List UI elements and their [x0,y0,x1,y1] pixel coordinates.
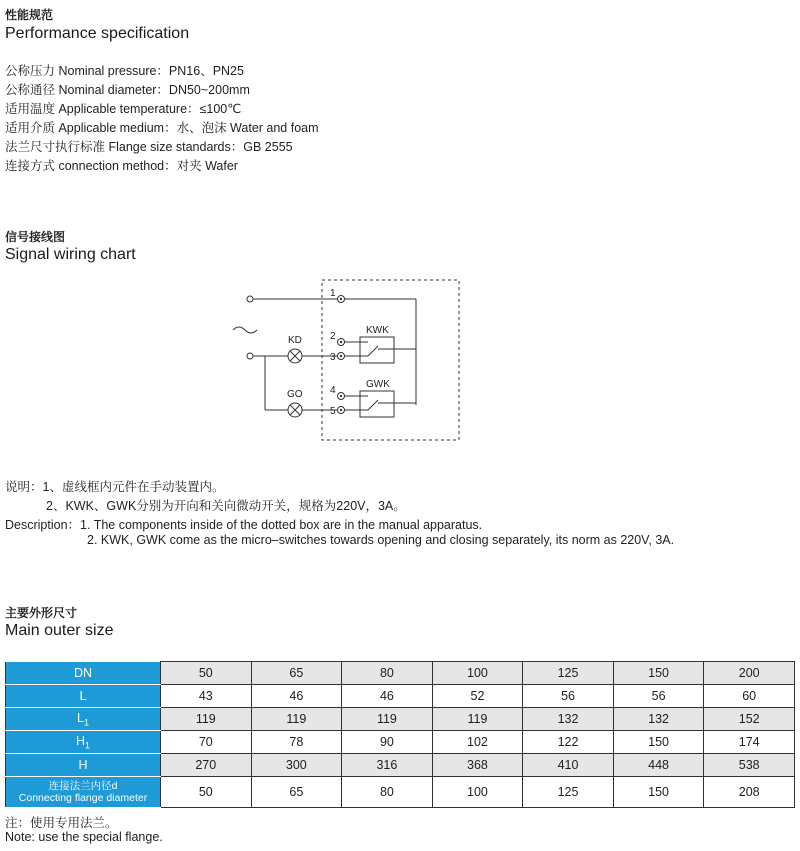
table-cell: 119 [342,708,433,731]
table-cell: 300 [251,754,342,777]
table-cell: 56 [613,685,704,708]
table-cell: 270 [161,754,252,777]
table-cell: 119 [432,708,523,731]
terminal-4-label: 4 [330,385,336,396]
table-cell: 50 [161,777,252,808]
wiring-diagram [0,270,800,450]
terminal-1-label: 1 [330,288,336,299]
table-cell: 119 [251,708,342,731]
wiring-heading-cn: 信号接线图 [5,230,66,244]
switch-kwk-label: KWK [366,325,389,336]
table-row [6,731,795,754]
note-cn-1: 说明：1、虚线框内元件在手动装置内。 [5,480,225,494]
table-cell: 50 [161,662,252,685]
row-label: H [6,754,161,777]
lamp-go-label: GO [287,389,303,400]
table-row [6,708,795,731]
table-cell: 46 [342,685,433,708]
table-cell: 122 [523,731,614,754]
table-cell: 125 [523,777,614,808]
note-en-1: Description：1. The components inside of the dotted box are in the manual apparatus. [5,518,483,532]
input-terminal-bottom [247,353,253,359]
table-cell: 125 [523,662,614,685]
table-cell: 78 [251,731,342,754]
table-cell: 56 [523,685,614,708]
table-cell: 368 [432,754,523,777]
size-table [5,661,795,808]
size-heading-cn: 主要外形尺寸 [5,606,78,620]
table-cell: 208 [704,777,795,808]
row-label: DN [6,662,161,685]
table-cell: 60 [704,685,795,708]
table-cell: 46 [251,685,342,708]
terminal-2-label: 2 [330,331,336,342]
table-cell: 70 [161,731,252,754]
table-cell: 174 [704,731,795,754]
table-cell: 152 [704,708,795,731]
table-row [6,685,795,708]
terminal-3-label: 3 [330,352,336,363]
table-cell: 80 [342,662,433,685]
size-note-cn: 注：使用专用法兰。 [5,816,118,830]
spec-temperature: 适用温度 Applicable temperature：≤100℃ [5,102,242,116]
performance-heading-cn: 性能规范 [5,8,54,22]
size-heading-en: Main outer size [5,622,114,639]
row-label-flange-cn: 连接法兰内径d [48,780,118,792]
table-row [6,662,795,685]
spec-medium: 适用介质 Applicable medium：水、泡沫 Water and foam [5,121,319,135]
table-cell: 200 [704,662,795,685]
spec-nominal-diameter: 公称通径 Nominal diameter：DN50~200mm [5,83,250,97]
table-cell: 102 [432,731,523,754]
lamp-kd-label: KD [288,335,302,346]
table-cell: 132 [613,708,704,731]
table-cell: 65 [251,662,342,685]
row-label: L [6,685,161,708]
table-cell: 80 [342,777,433,808]
terminal-5-label: 5 [330,406,336,417]
table-cell: 316 [342,754,433,777]
note-en-2: 2. KWK, GWK come as the micro–switches towards opening and closing separately, its norm as 220V, 3A. [87,533,675,547]
performance-heading-en: Performance specification [5,25,190,42]
table-cell: 410 [523,754,614,777]
table-cell: 100 [432,777,523,808]
table-cell: 43 [161,685,252,708]
table-cell: 150 [613,731,704,754]
table-cell: 538 [704,754,795,777]
row-label: $L_1$ [6,708,161,731]
spec-nominal-pressure: 公称压力 Nominal pressure：PN16、PN25 [5,64,244,78]
wiring-heading-en: Signal wiring chart [5,246,136,263]
table-cell: 150 [613,662,704,685]
switch-kwk [360,337,394,363]
ac-symbol [233,327,257,333]
table-cell: 132 [523,708,614,731]
spec-flange-standard: 法兰尺寸执行标准 Flange size standards：GB 2555 [5,140,293,154]
input-terminal-top [247,296,253,302]
table-cell: 119 [161,708,252,731]
table-cell: 65 [251,777,342,808]
table-cell: 90 [342,731,433,754]
row-label-flange-en: Connecting flange diameter [18,792,148,804]
table-row [6,754,795,777]
note-cn-2: 2、KWK、GWK分别为开向和关向微动开关，规格为220V，3A。 [46,499,406,513]
switch-gwk [360,391,394,417]
switch-gwk-label: GWK [366,379,390,390]
row-label: $H_1$ [6,731,161,754]
table-cell: 52 [432,685,523,708]
table-row [6,777,795,808]
table-cell: 448 [613,754,704,777]
table-cell: 150 [613,777,704,808]
table-cell: 100 [432,662,523,685]
row-label-flange [6,777,161,808]
size-note-en: Note: use the special flange. [5,830,163,844]
spec-connection-method: 连接方式 connection method：对夹 Wafer [5,159,238,173]
